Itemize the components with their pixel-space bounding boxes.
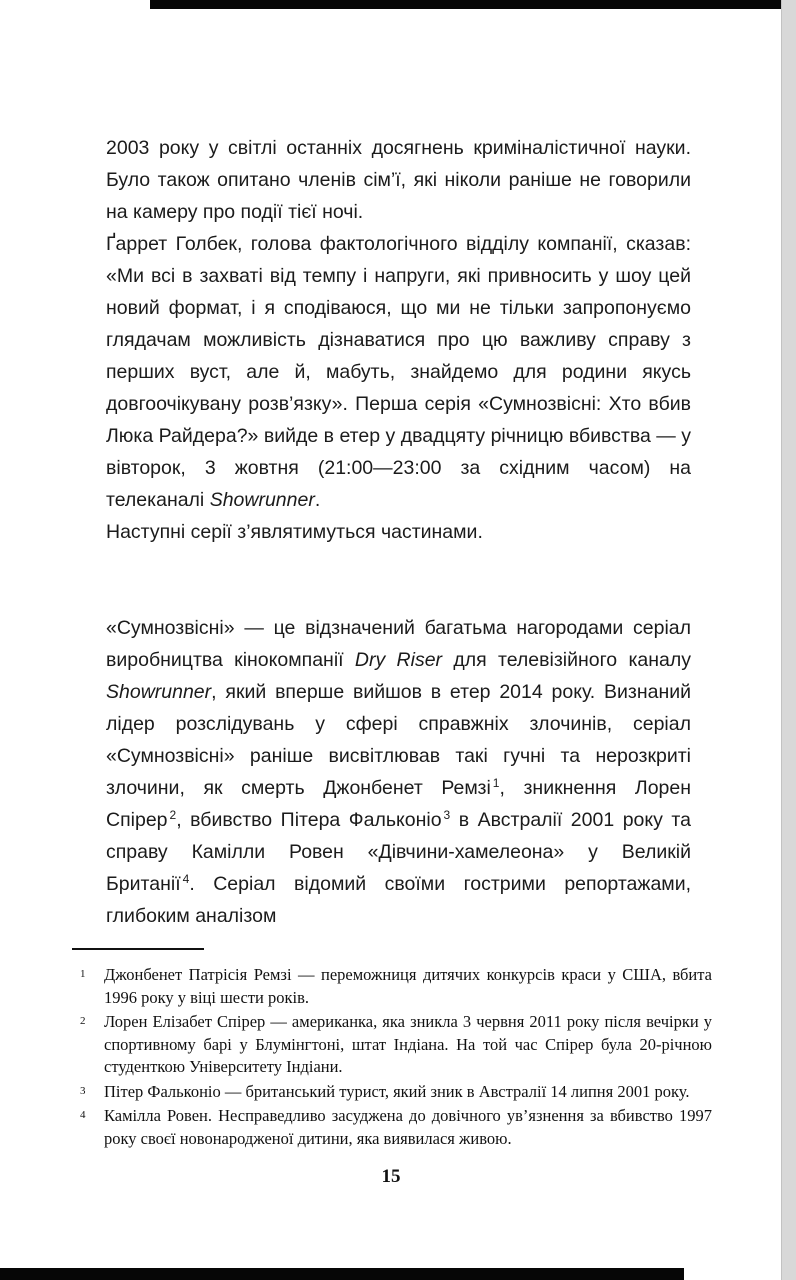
page-edge-strip — [781, 0, 796, 1280]
footnote-text: Пітер Фальконіо — британський турист, який зник в Австралії 14 липня 2001 року. — [104, 1081, 690, 1101]
footnote-marker: 2 — [80, 1015, 86, 1027]
scan-edge-top — [150, 0, 782, 9]
paragraph: Наступні серії з’являтимуться частинами. — [106, 521, 483, 543]
footnote — [72, 964, 712, 1009]
footnote-marker: 3 — [80, 1084, 86, 1097]
footnotes-section — [72, 948, 712, 1152]
paragraph: 2003 року у світлі останніх досягнень криміналістичної науки. Було також опитано членів сім’ї, які ніколи раніше не говорили на камеру про події тієї ночі. — [106, 137, 691, 223]
footnote-marker: 1 — [80, 968, 86, 980]
paragraph: «Сумнозвісні» — це відзначений багатьма нагородами серіал виробництва кінокомпанії Dry Riser для телевізійного каналу Showrunner, який вперше вийшов в етер 2014 року. Визнаний лідер розслідувань у сфері справжніх злочинів, серіал «Сумнозвісні» раніше висвітлював такі гучні та нерозкриті злочини, як смерть Джонбенет Ремзі $^1$, зникнення Лорен Спірер $^2$, вбивство Пітера Фальконіо $^3$ в Австралії 2001 року та справу Камілли Ровен «Дівчини-хамелеона» у Великій Британії $^4$. Серіал відомий своїми гострими репортажами, глибоким аналізом — [106, 617, 692, 927]
footnote-marker: 4 — [80, 1109, 86, 1121]
footnote-text: Лорен Елізабет Спірер — американка, яка зникла 3 червня 2011 року після вечірки у спортивному барі у Блумінгтоні, штат Індіана. На той час Спірер була 20-річною студенткою Університету Індіани. — [104, 1012, 712, 1076]
page-number: 15 — [381, 1166, 401, 1187]
footnote-text: Камілла Ровен. Несправедливо засуджена до довічного ув’язнення за вбивство 1997 року своєї новонародженої дитини, яка виявилася живою. — [104, 1106, 712, 1148]
footnote-text: Джонбенет Патрісія Ремзі — переможниця дитячих конкурсів краси у США, вбита 1996 року у віці шести років. — [104, 965, 712, 1007]
footnote — [72, 1081, 712, 1104]
footnote — [72, 1011, 712, 1079]
footnote — [72, 1105, 712, 1150]
scan-edge-bottom — [0, 1268, 684, 1280]
footnote-separator — [72, 948, 204, 950]
paragraph: Ґаррет Голбек, голова фактологічного відділу компанії, сказав: «Ми всі в захваті від темпу і напруги, які привносить у шоу цей новий формат, і я сподіваюся, що ми не тільки запропонуємо глядачам можливість дізнаватися про цю важливу справу з перших вуст, але й, мабуть, знайдемо для родини якусь довгоочікувану розв’язку». Перша серія «Сумнозвісні: Хто вбив Люка Райдера?» вийде в етер у двадцяту річницю вбивства — у вівторок, 3 жовтня (21:00—23:00 за східним часом) на телеканалі Showrunner. — [106, 233, 691, 511]
body-text — [106, 132, 691, 932]
